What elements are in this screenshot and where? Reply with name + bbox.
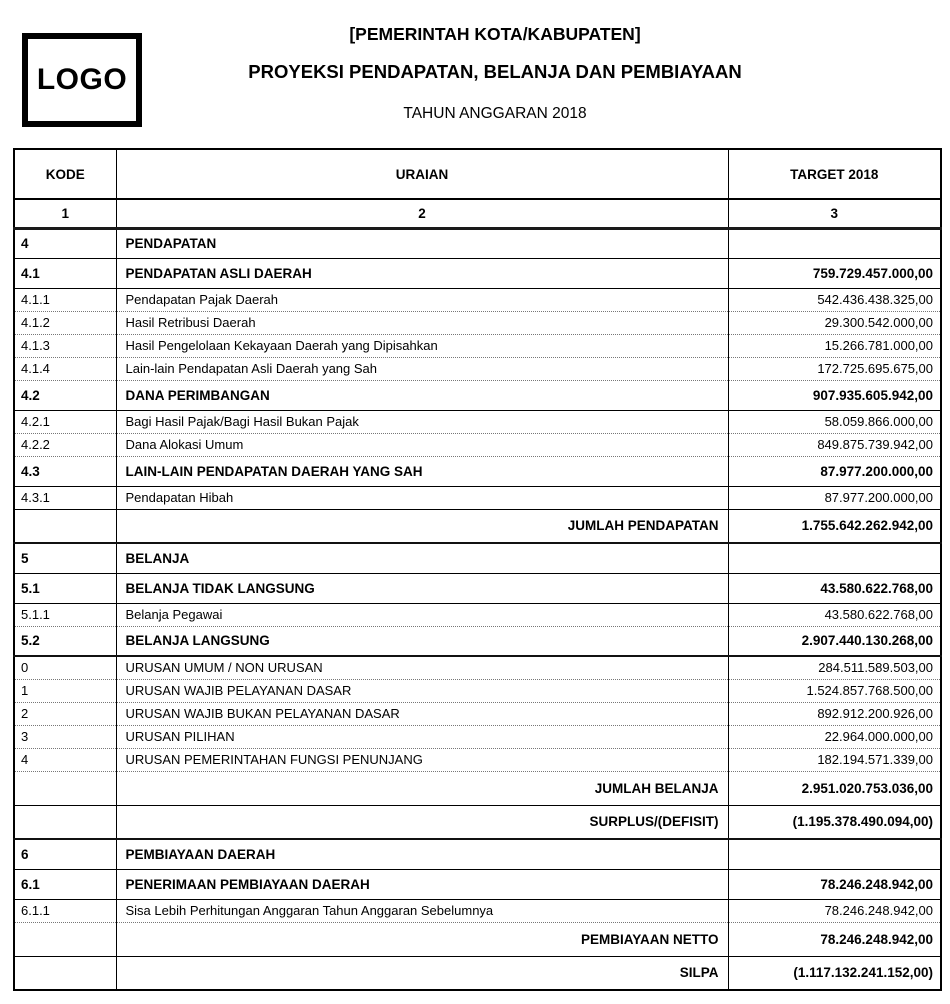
target-cell: [728, 839, 941, 869]
column-header-target: TARGET 2018: [728, 149, 941, 199]
target-cell: 43.580.622.768,00: [728, 573, 941, 603]
uraian-cell: Bagi Hasil Pajak/Bagi Hasil Bukan Pajak: [116, 410, 728, 433]
budget-table: [13, 148, 942, 991]
uraian-cell: Pendapatan Hibah: [116, 486, 728, 509]
kode-cell: 5.1.1: [14, 603, 116, 626]
table-row: [14, 725, 941, 748]
target-cell: 15.266.781.000,00: [728, 334, 941, 357]
table-row: [14, 509, 941, 543]
column-number-row: [14, 199, 941, 228]
column-number-3: 3: [728, 199, 941, 228]
uraian-cell: PENERIMAAN PEMBIAYAAN DAERAH: [116, 869, 728, 899]
target-cell: [728, 228, 941, 258]
uraian-cell: JUMLAH BELANJA: [116, 771, 728, 805]
kode-cell: 4: [14, 748, 116, 771]
kode-cell: [14, 956, 116, 990]
kode-cell: 4.3: [14, 456, 116, 486]
kode-cell: 4.2.1: [14, 410, 116, 433]
uraian-cell: PEMBIAYAAN NETTO: [116, 922, 728, 956]
table-row: [14, 456, 941, 486]
uraian-cell: JUMLAH PENDAPATAN: [116, 509, 728, 543]
table-row: [14, 228, 941, 258]
uraian-cell: PENDAPATAN ASLI DAERAH: [116, 258, 728, 288]
target-cell: 22.964.000.000,00: [728, 725, 941, 748]
table-row: [14, 702, 941, 725]
kode-cell: [14, 805, 116, 839]
table-row: [14, 288, 941, 311]
uraian-cell: Hasil Pengelolaan Kekayaan Daerah yang Dipisahkan: [116, 334, 728, 357]
uraian-cell: Lain-lain Pendapatan Asli Daerah yang Sah: [116, 357, 728, 380]
table-row: [14, 839, 941, 869]
uraian-cell: URUSAN WAJIB PELAYANAN DASAR: [116, 679, 728, 702]
table-row: [14, 679, 941, 702]
target-cell: 172.725.695.675,00: [728, 357, 941, 380]
target-cell: 29.300.542.000,00: [728, 311, 941, 334]
target-cell: (1.117.132.241.152,00): [728, 956, 941, 990]
report-titles: [150, 24, 840, 123]
uraian-cell: Belanja Pegawai: [116, 603, 728, 626]
table-row: [14, 334, 941, 357]
target-cell: 43.580.622.768,00: [728, 603, 941, 626]
kode-cell: 1: [14, 679, 116, 702]
uraian-cell: Pendapatan Pajak Daerah: [116, 288, 728, 311]
target-cell: [728, 543, 941, 573]
kode-cell: 4.3.1: [14, 486, 116, 509]
target-cell: 907.935.605.942,00: [728, 380, 941, 410]
uraian-cell: BELANJA TIDAK LANGSUNG: [116, 573, 728, 603]
table-row: [14, 410, 941, 433]
table-row: [14, 626, 941, 656]
table-row: [14, 357, 941, 380]
target-cell: 78.246.248.942,00: [728, 869, 941, 899]
uraian-cell: PEMBIAYAAN DAERAH: [116, 839, 728, 869]
target-cell: 2.951.020.753.036,00: [728, 771, 941, 805]
target-cell: (1.195.378.490.094,00): [728, 805, 941, 839]
table-row: [14, 899, 941, 922]
table-row: [14, 748, 941, 771]
uraian-cell: BELANJA: [116, 543, 728, 573]
government-name-title: [PEMERINTAH KOTA/KABUPATEN]: [349, 24, 641, 44]
uraian-cell: URUSAN WAJIB BUKAN PELAYANAN DASAR: [116, 702, 728, 725]
table-row: [14, 433, 941, 456]
kode-cell: [14, 771, 116, 805]
uraian-cell: Dana Alokasi Umum: [116, 433, 728, 456]
table-row: [14, 805, 941, 839]
kode-cell: 4.1.1: [14, 288, 116, 311]
table-row: [14, 380, 941, 410]
kode-cell: [14, 509, 116, 543]
kode-cell: 2: [14, 702, 116, 725]
table-row: [14, 956, 941, 990]
table-body: [14, 228, 941, 990]
target-cell: 2.907.440.130.268,00: [728, 626, 941, 656]
uraian-cell: SILPA: [116, 956, 728, 990]
report-main-title: PROYEKSI PENDAPATAN, BELANJA DAN PEMBIAYAAN: [248, 61, 742, 82]
kode-cell: 4.1.3: [14, 334, 116, 357]
table-row: [14, 573, 941, 603]
table-row: [14, 311, 941, 334]
uraian-cell: URUSAN PILIHAN: [116, 725, 728, 748]
kode-cell: 3: [14, 725, 116, 748]
target-cell: 87.977.200.000,00: [728, 456, 941, 486]
column-header-row: [14, 149, 941, 199]
uraian-cell: Hasil Retribusi Daerah: [116, 311, 728, 334]
kode-cell: 5: [14, 543, 116, 573]
table-row: [14, 656, 941, 679]
column-number-1: 1: [14, 199, 116, 228]
target-cell: 849.875.739.942,00: [728, 433, 941, 456]
target-cell: 87.977.200.000,00: [728, 486, 941, 509]
target-cell: 284.511.589.503,00: [728, 656, 941, 679]
uraian-cell: URUSAN PEMERINTAHAN FUNGSI PENUNJANG: [116, 748, 728, 771]
table-row: [14, 771, 941, 805]
kode-cell: 5.1: [14, 573, 116, 603]
target-cell: 1.755.642.262.942,00: [728, 509, 941, 543]
column-header-kode: KODE: [14, 149, 116, 199]
table-row: [14, 869, 941, 899]
uraian-cell: PENDAPATAN: [116, 228, 728, 258]
kode-cell: 6: [14, 839, 116, 869]
uraian-cell: BELANJA LANGSUNG: [116, 626, 728, 656]
kode-cell: 4: [14, 228, 116, 258]
kode-cell: 6.1.1: [14, 899, 116, 922]
uraian-cell: SURPLUS/(DEFISIT): [116, 805, 728, 839]
uraian-cell: DANA PERIMBANGAN: [116, 380, 728, 410]
kode-cell: 6.1: [14, 869, 116, 899]
column-number-2: 2: [116, 199, 728, 228]
kode-cell: 4.1.4: [14, 357, 116, 380]
uraian-cell: URUSAN UMUM / NON URUSAN: [116, 656, 728, 679]
target-cell: 892.912.200.926,00: [728, 702, 941, 725]
table-row: [14, 486, 941, 509]
kode-cell: 4.2.2: [14, 433, 116, 456]
target-cell: 759.729.457.000,00: [728, 258, 941, 288]
kode-cell: 4.1.2: [14, 311, 116, 334]
fiscal-year-subtitle: TAHUN ANGGARAN 2018: [403, 105, 587, 122]
uraian-cell: LAIN-LAIN PENDAPATAN DAERAH YANG SAH: [116, 456, 728, 486]
target-cell: 58.059.866.000,00: [728, 410, 941, 433]
target-cell: 182.194.571.339,00: [728, 748, 941, 771]
table-row: [14, 922, 941, 956]
table-row: [14, 543, 941, 573]
table-row: [14, 258, 941, 288]
kode-cell: 4.1: [14, 258, 116, 288]
kode-cell: 5.2: [14, 626, 116, 656]
budget-table-header: [14, 149, 941, 228]
uraian-cell: Sisa Lebih Perhitungan Anggaran Tahun Anggaran Sebelumnya: [116, 899, 728, 922]
target-cell: 78.246.248.942,00: [728, 922, 941, 956]
kode-cell: [14, 922, 116, 956]
target-cell: 542.436.438.325,00: [728, 288, 941, 311]
kode-cell: 0: [14, 656, 116, 679]
logo-text: LOGO: [36, 63, 128, 96]
target-cell: 1.524.857.768.500,00: [728, 679, 941, 702]
target-cell: 78.246.248.942,00: [728, 899, 941, 922]
kode-cell: 4.2: [14, 380, 116, 410]
logo-placeholder: [22, 33, 142, 127]
column-header-uraian: URAIAN: [116, 149, 728, 199]
report-header: [0, 0, 950, 148]
table-row: [14, 603, 941, 626]
